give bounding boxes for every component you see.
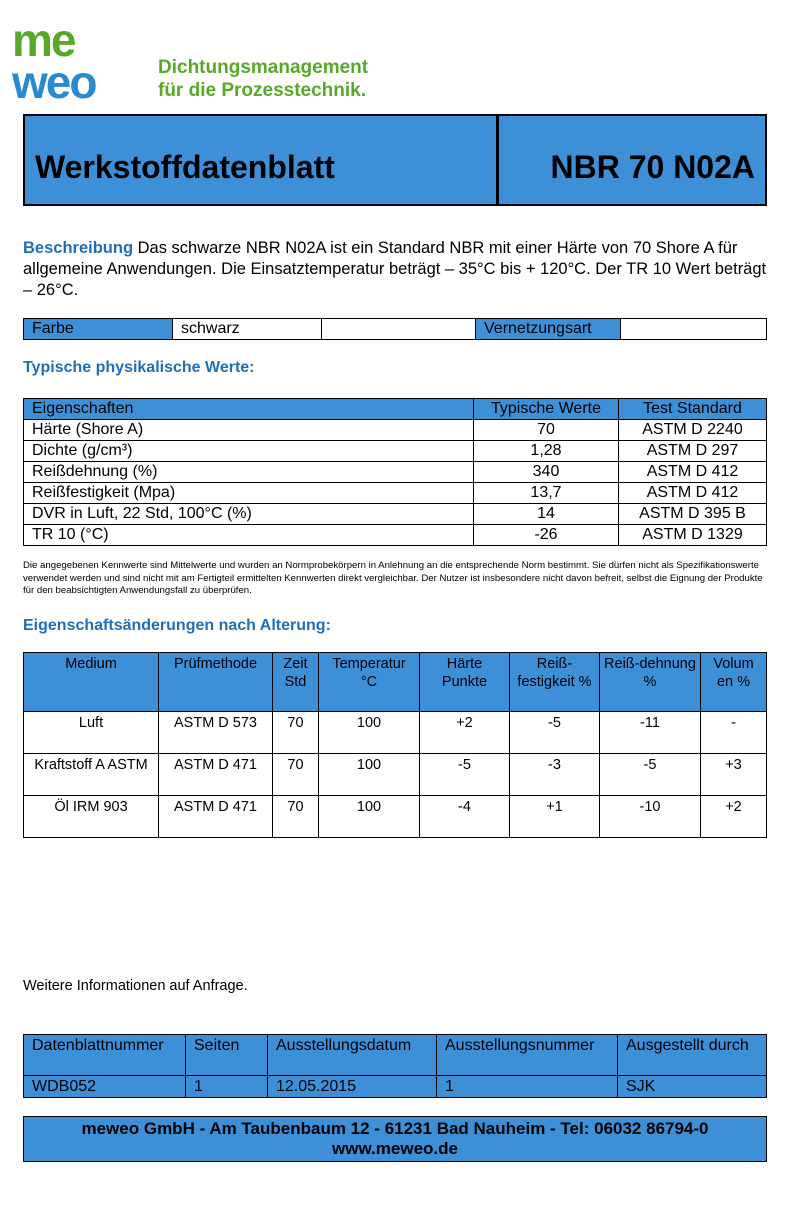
- issue-date: 12.05.2015: [268, 1076, 437, 1098]
- aging-cell: -5: [600, 754, 701, 796]
- aging-cell: ASTM D 471: [159, 796, 273, 838]
- header-volume: Volum en %: [701, 653, 767, 712]
- aging-cell: +1: [510, 796, 600, 838]
- footer-website: www.meweo.de: [332, 1139, 458, 1158]
- table-header-row: [24, 1035, 767, 1076]
- tagline-line-1: Dichtungsmanagement: [158, 57, 369, 78]
- footer-address: meweo GmbH - Am Taubenbaum 12 - 61231 Bad Nauheim - Tel: 06032 86794-0: [81, 1119, 709, 1138]
- property-value: 13,7: [474, 483, 619, 504]
- description-text: Das schwarze NBR N02A ist ein Standard NBR mit einer Härte von 70 Shore A für allgemeine Anwendungen. Die Einsatztemperatur beträgt – 35°C bis + 120°C. Der TR 10 Wert beträgt – 26°C.: [23, 239, 767, 299]
- header-issued-by: Ausgestellt durch: [618, 1035, 767, 1076]
- company-tagline: [158, 56, 368, 102]
- header-property: Eigenschaften: [24, 399, 474, 420]
- table-header-row: [24, 399, 767, 420]
- color-value: schwarz: [173, 319, 322, 340]
- issued-by: SJK: [618, 1076, 767, 1098]
- property-standard: ASTM D 1329: [619, 525, 767, 546]
- table-row: [24, 754, 767, 796]
- document-title: Werkstoffdatenblatt: [35, 149, 335, 185]
- header-sheet-number: Datenblattnummer: [24, 1035, 186, 1076]
- header-tensile: Reiß-festigkeit %: [510, 653, 600, 712]
- svg-text:weo: weo: [12, 56, 96, 100]
- aging-cell: ASTM D 573: [159, 712, 273, 754]
- header-time: Zeit Std: [273, 653, 319, 712]
- property-name: Reißfestigkeit (Mpa): [24, 483, 474, 504]
- table-row: [24, 796, 767, 838]
- table-row: [24, 441, 767, 462]
- property-name: TR 10 (°C): [24, 525, 474, 546]
- svg-text:me: me: [12, 18, 75, 66]
- aging-cell: 100: [319, 796, 420, 838]
- header-issue-number: Ausstellungsnummer: [437, 1035, 618, 1076]
- aging-cell: +2: [701, 796, 767, 838]
- title-banner: [23, 114, 767, 206]
- header-medium: Medium: [24, 653, 159, 712]
- physical-properties-table: [23, 398, 767, 546]
- aging-cell: Luft: [24, 712, 159, 754]
- property-standard: ASTM D 412: [619, 462, 767, 483]
- empty-cell: [322, 319, 476, 340]
- property-name: Härte (Shore A): [24, 420, 474, 441]
- aging-cell: +3: [701, 754, 767, 796]
- aging-cell: -: [701, 712, 767, 754]
- disclaimer-note: Die angegebenen Kennwerte sind Mittelwerte und wurden an Normprobekörpern in Anlehnung an die entsprechende Norm bestimmt. Sie dürfen nicht als Spezifikationswerte verwendet werden und sind nicht mit am Fertigteil ermittelten Kennwerten direkt vergleichbar. Der Nutzer ist insbesondere nicht davon befreit, selbst die Eignung der Produkte für den beabsichtigten Anwendungsfall zu überprüfen.: [23, 560, 763, 596]
- table-row: [24, 420, 767, 441]
- table-row: [24, 462, 767, 483]
- aging-table: [23, 652, 767, 838]
- cure-value: [621, 319, 767, 340]
- aging-cell: 100: [319, 712, 420, 754]
- property-value: -26: [474, 525, 619, 546]
- aging-cell: 100: [319, 754, 420, 796]
- description: [23, 238, 773, 301]
- property-name: DVR in Luft, 22 Std, 100°C (%): [24, 504, 474, 525]
- property-value: 1,28: [474, 441, 619, 462]
- table-row: [24, 504, 767, 525]
- header-temperature: Temperatur °C: [319, 653, 420, 712]
- property-standard: ASTM D 2240: [619, 420, 767, 441]
- aging-cell: -11: [600, 712, 701, 754]
- table-row: [24, 525, 767, 546]
- company-logo: [12, 18, 144, 100]
- property-standard: ASTM D 395 B: [619, 504, 767, 525]
- further-info-text: Weitere Informationen auf Anfrage.: [23, 978, 248, 994]
- property-name: Reißdehnung (%): [24, 462, 474, 483]
- aging-cell: Öl IRM 903: [24, 796, 159, 838]
- aging-cell: ASTM D 471: [159, 754, 273, 796]
- tagline-line-2: für die Prozesstechnik.: [158, 80, 367, 101]
- sheet-info-table: [23, 1034, 767, 1098]
- description-label: Beschreibung: [23, 239, 134, 257]
- property-value: 340: [474, 462, 619, 483]
- title-divider: [496, 116, 499, 204]
- property-standard: ASTM D 412: [619, 483, 767, 504]
- property-value: 14: [474, 504, 619, 525]
- aging-cell: 70: [273, 712, 319, 754]
- aging-cell: -10: [600, 796, 701, 838]
- aging-cell: -3: [510, 754, 600, 796]
- aging-cell: -5: [420, 754, 510, 796]
- aging-cell: +2: [420, 712, 510, 754]
- aging-cell: 70: [273, 796, 319, 838]
- aging-cell: -4: [420, 796, 510, 838]
- header-standard: Test Standard: [619, 399, 767, 420]
- aging-cell: -5: [510, 712, 600, 754]
- company-footer: [23, 1116, 767, 1162]
- aging-cell: 70: [273, 754, 319, 796]
- issue-number: 1: [437, 1076, 618, 1098]
- header-issue-date: Ausstellungsdatum: [268, 1035, 437, 1076]
- property-value: 70: [474, 420, 619, 441]
- property-standard: ASTM D 297: [619, 441, 767, 462]
- property-name: Dichte (g/cm³): [24, 441, 474, 462]
- pages: 1: [186, 1076, 268, 1098]
- physical-section-title: Typische physikalische Werte:: [23, 359, 255, 376]
- aging-cell: Kraftstoff A ASTM: [24, 754, 159, 796]
- header-method: Prüfmethode: [159, 653, 273, 712]
- aging-section-title: Eigenschaftsänderungen nach Alterung:: [23, 617, 331, 634]
- header-pages: Seiten: [186, 1035, 268, 1076]
- table-header-row: [24, 653, 767, 712]
- table-row: [24, 1076, 767, 1098]
- header-typical: Typische Werte: [474, 399, 619, 420]
- header-elongation: Reiß-dehnung %: [600, 653, 701, 712]
- material-code: NBR 70 N02A: [550, 149, 755, 185]
- table-row: [24, 483, 767, 504]
- header-hardness: Härte Punkte: [420, 653, 510, 712]
- color-label: Farbe: [24, 319, 173, 340]
- table-row: [24, 712, 767, 754]
- sheet-number: WDB052: [24, 1076, 186, 1098]
- cure-label: Vernetzungsart: [476, 319, 621, 340]
- material-info-table: [23, 318, 767, 340]
